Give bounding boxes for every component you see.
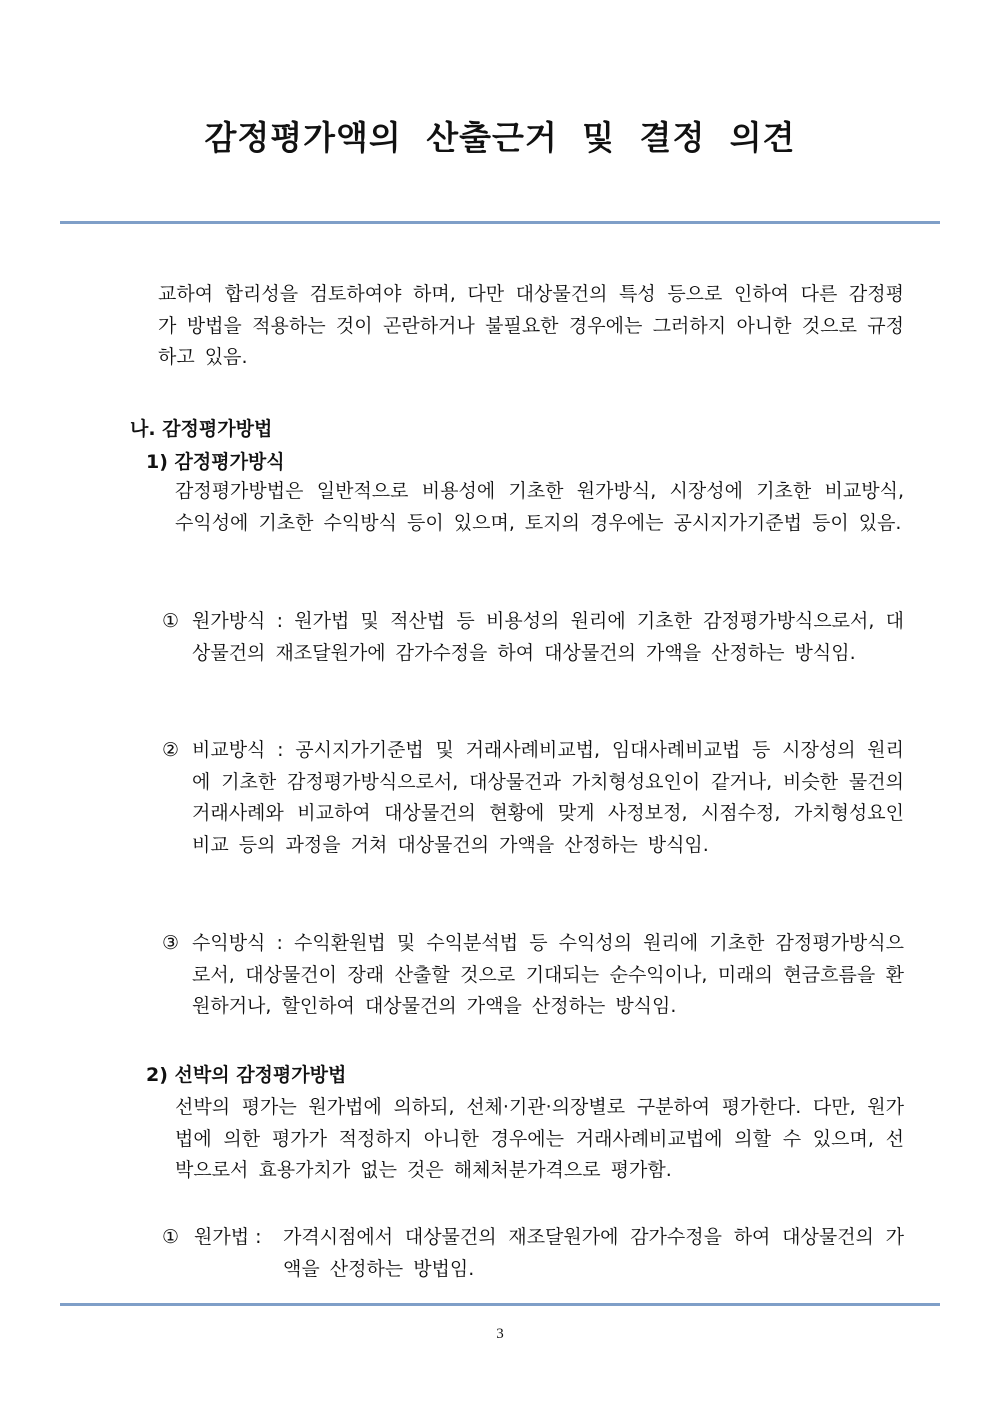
item-number: ① — [162, 1226, 180, 1248]
header-divider — [60, 221, 940, 224]
subsection-heading-1: 1) 감정평가방식 — [146, 451, 285, 473]
page-title: 감정평가액의 산출근거 및 결정 의견 — [204, 118, 796, 157]
item-number: ③ — [162, 932, 180, 954]
item-number: ② — [162, 739, 180, 761]
item-number: ① — [162, 610, 180, 632]
list-item-cost-approach: 원가방식 : 원가법 및 적산법 등 비용성의 원리에 기초한 감정평가방식으로서, 대상물건의 재조달원가에 감가수정을 하여 대상물건의 가액을 산정하는 방식임. — [192, 610, 904, 664]
subsection-heading-2: 2) 선박의 감정평가방법 — [146, 1064, 347, 1086]
footer-divider — [60, 1303, 940, 1306]
sub2-paragraph: 선박의 평가는 원가법에 의하되, 선체·기관·의장별로 구분하여 평가한다. 다만, 원가법에 의한 평가가 적정하지 아니한 경우에는 거래사례비교법에 의할 수 있으며, 선박으로서 효용가치가 없는 것은 해체처분가격으로 평가함. — [175, 1096, 904, 1181]
sub1-paragraph: 감정평가방법은 일반적으로 비용성에 기초한 원가방식, 시장성에 기초한 비교방식, 수익성에 기초한 수익방식 등이 있으며, 토지의 경우에는 공시지가기준법 등이 있음. — [175, 480, 904, 534]
intro-paragraph: 교하여 합리성을 검토하여야 하며, 다만 대상물건의 특성 등으로 인하여 다른 감정평가 방법을 적용하는 것이 곤란하거나 불필요한 경우에는 그러하지 아니한 것으로 규정하고 있음. — [158, 283, 904, 368]
list-item-cost-method: 가격시점에서 대상물건의 재조달원가에 감가수정을 하여 대상물건의 가액을 산정하는 방법임. — [283, 1226, 904, 1280]
item-label-cost-method: 원가법 : — [194, 1226, 262, 1248]
list-item-income-approach: 수익방식 : 수익환원법 및 수익분석법 등 수익성의 원리에 기초한 감정평가방식으로서, 대상물건이 장래 산출할 것으로 기대되는 순수익이나, 미래의 현금흐름을 환원하거나, 할인하여 대상물건의 가액을 산정하는 방식임. — [192, 932, 904, 1017]
page-number: 3 — [496, 1326, 504, 1342]
section-heading-na: 나. 감정평가방법 — [130, 418, 273, 440]
list-item-comparison-approach: 비교방식 : 공시지가기준법 및 거래사례비교법, 임대사례비교법 등 시장성의 원리에 기초한 감정평가방식으로서, 대상물건과 가치형성요인이 같거나, 비슷한 물건의 거래사례와 비교하여 대상물건의 현황에 맞게 사정보정, 시점수정, 가치형성요인 비교 등의 과정을 거쳐 대상물건의 가액을 산정하는 방식임. — [192, 739, 904, 856]
